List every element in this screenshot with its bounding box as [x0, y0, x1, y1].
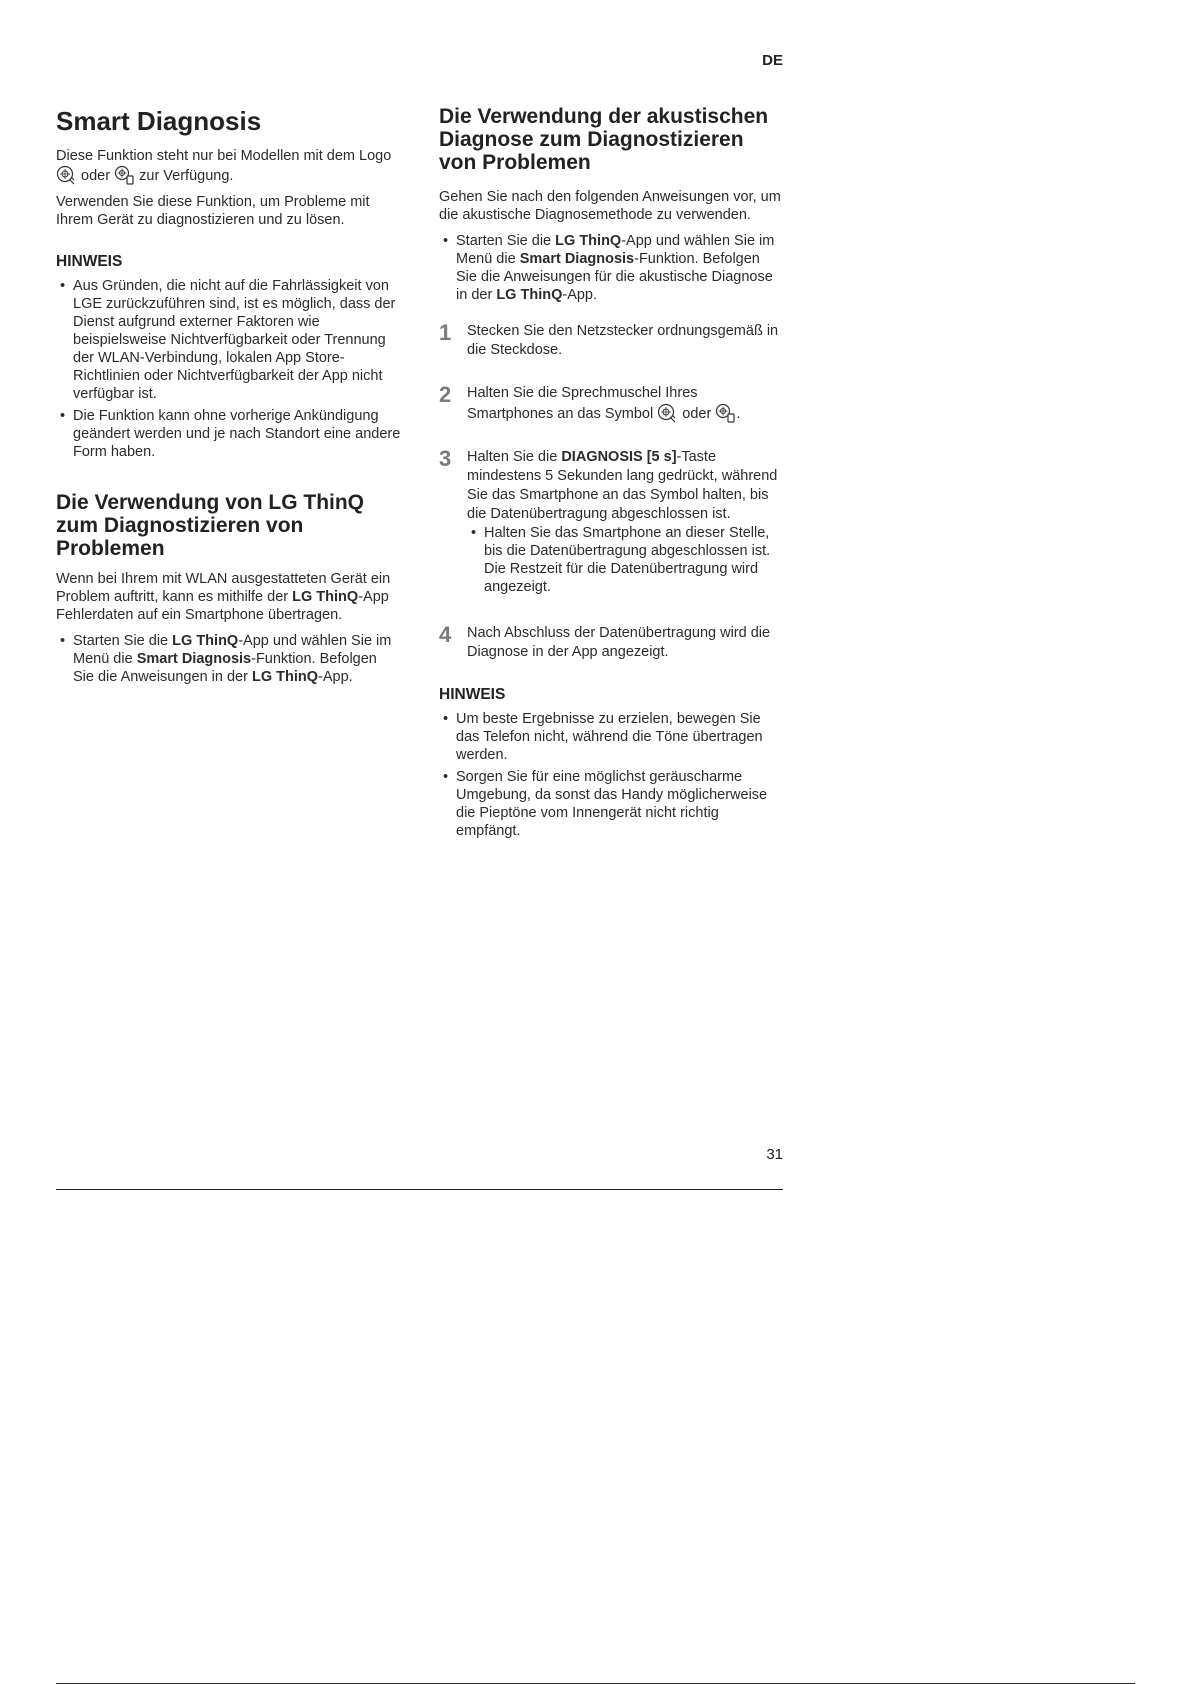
- section-heading-thinq: Die Verwendung von LG ThinQ zum Diagnostizieren von Problemen: [56, 491, 365, 560]
- page-number: 31: [766, 1146, 783, 1163]
- right-column: [439, 105, 784, 844]
- intro-paragraph-2: Verwenden Sie diese Funktion, um Probleme mit Ihrem Gerät zu diagnostizieren und zu lösen.: [56, 194, 370, 228]
- step-3-sublist: [467, 524, 784, 596]
- step-4: [439, 624, 784, 662]
- note-heading: HINWEIS: [439, 686, 506, 703]
- intro-paragraph: Diese Funktion steht nur bei Modellen mit dem Logo oder zur Verfügung.: [56, 148, 392, 184]
- list-item: • Die Funktion kann ohne vorherige Ankündigung geändert werden und je nach Standort eine andere Form haben.: [56, 407, 401, 461]
- step-number: 1: [439, 320, 452, 345]
- note-list: [439, 710, 784, 840]
- step-number: 4: [439, 622, 452, 647]
- step-2: [439, 384, 784, 424]
- smart-diagnosis-phone-icon: [114, 165, 135, 185]
- step-number: 2: [439, 382, 452, 407]
- step-text: Halten Sie die DIAGNOSIS [5 s]-Taste mindestens 5 Sekunden lang gedrückt, während Sie das Smartphone an das Symbol halten, bis die Datenübertragung abgeschlossen ist. • Halten Sie das Smartphone an dieser Stelle, bis die Datenübertragung abgeschlossen ist. Die Restzeit für die Datenübertragung wird angezeigt.: [467, 448, 784, 600]
- list-item: • Sorgen Sie für eine möglichst geräuscharme Umgebung, da sonst das Handy möglicherweise die Pieptöne vom Innengerät nicht richtig empfängt.: [439, 768, 784, 840]
- step-1: [439, 322, 784, 360]
- step-text: Nach Abschluss der Datenübertragung wird die Diagnose in der App angezeigt.: [467, 625, 771, 660]
- list-item: • Starten Sie die LG ThinQ-App und wählen Sie im Menü die Smart Diagnosis-Funktion. Befolgen Sie die Anweisungen für die akustische Diagnose in der LG ThinQ-App.: [439, 232, 784, 304]
- thinq-list: [56, 632, 401, 686]
- page-title: Smart Diagnosis: [56, 106, 262, 136]
- list-item: • Starten Sie die LG ThinQ-App und wählen Sie im Menü die Smart Diagnosis-Funktion. Befolgen Sie die Anweisungen in der LG ThinQ-App.: [56, 632, 401, 686]
- thinq-paragraph: Wenn bei Ihrem mit WLAN ausgestatteten Gerät ein Problem auftritt, kann es mithilfe der LG ThinQ-App Fehlerdaten auf ein Smartphone übertragen.: [56, 571, 391, 623]
- acoustic-list: [439, 232, 784, 304]
- note-heading: HINWEIS: [56, 253, 123, 270]
- smart-diagnosis-phone-icon: [715, 403, 736, 423]
- list-item: • Halten Sie das Smartphone an dieser Stelle, bis die Datenübertragung abgeschlossen ist. Die Restzeit für die Datenübertragung wird angezeigt.: [467, 524, 784, 596]
- language-label: DE: [762, 52, 783, 69]
- acoustic-intro: Gehen Sie nach den folgenden Anweisungen vor, um die akustische Diagnosemethode zu verwenden.: [439, 189, 781, 223]
- list-item: • Aus Gründen, die nicht auf die Fahrlässigkeit von LGE zurückzuführen sind, ist es möglich, dass der Dienst aufgrund externer Faktoren wie beispielsweise Nichtverfügbarkeit oder Trennung der WLAN-Verbindung, lokalen App Store-Richtlinien oder Nichtverfügbarkeit der App nicht verfügbar ist.: [56, 277, 401, 403]
- smart-diagnosis-audio-icon: [56, 165, 77, 185]
- page-divider: [56, 1189, 783, 1190]
- list-item: • Um beste Ergebnisse zu erzielen, bewegen Sie das Telefon nicht, während die Töne übertragen werden.: [439, 710, 784, 764]
- left-column: [56, 105, 401, 690]
- note-list: [56, 277, 401, 461]
- step-text: Halten Sie die Sprechmuschel Ihres Smartphones an das Symbol oder .: [467, 385, 741, 422]
- step-text: Stecken Sie den Netzstecker ordnungsgemäß in die Steckdose.: [467, 323, 779, 358]
- step-3: [439, 448, 784, 600]
- step-number: 3: [439, 446, 452, 471]
- section-heading-acoustic: Die Verwendung der akustischen Diagnose zum Diagnostizieren von Problemen: [439, 105, 769, 174]
- smart-diagnosis-audio-icon: [657, 403, 678, 423]
